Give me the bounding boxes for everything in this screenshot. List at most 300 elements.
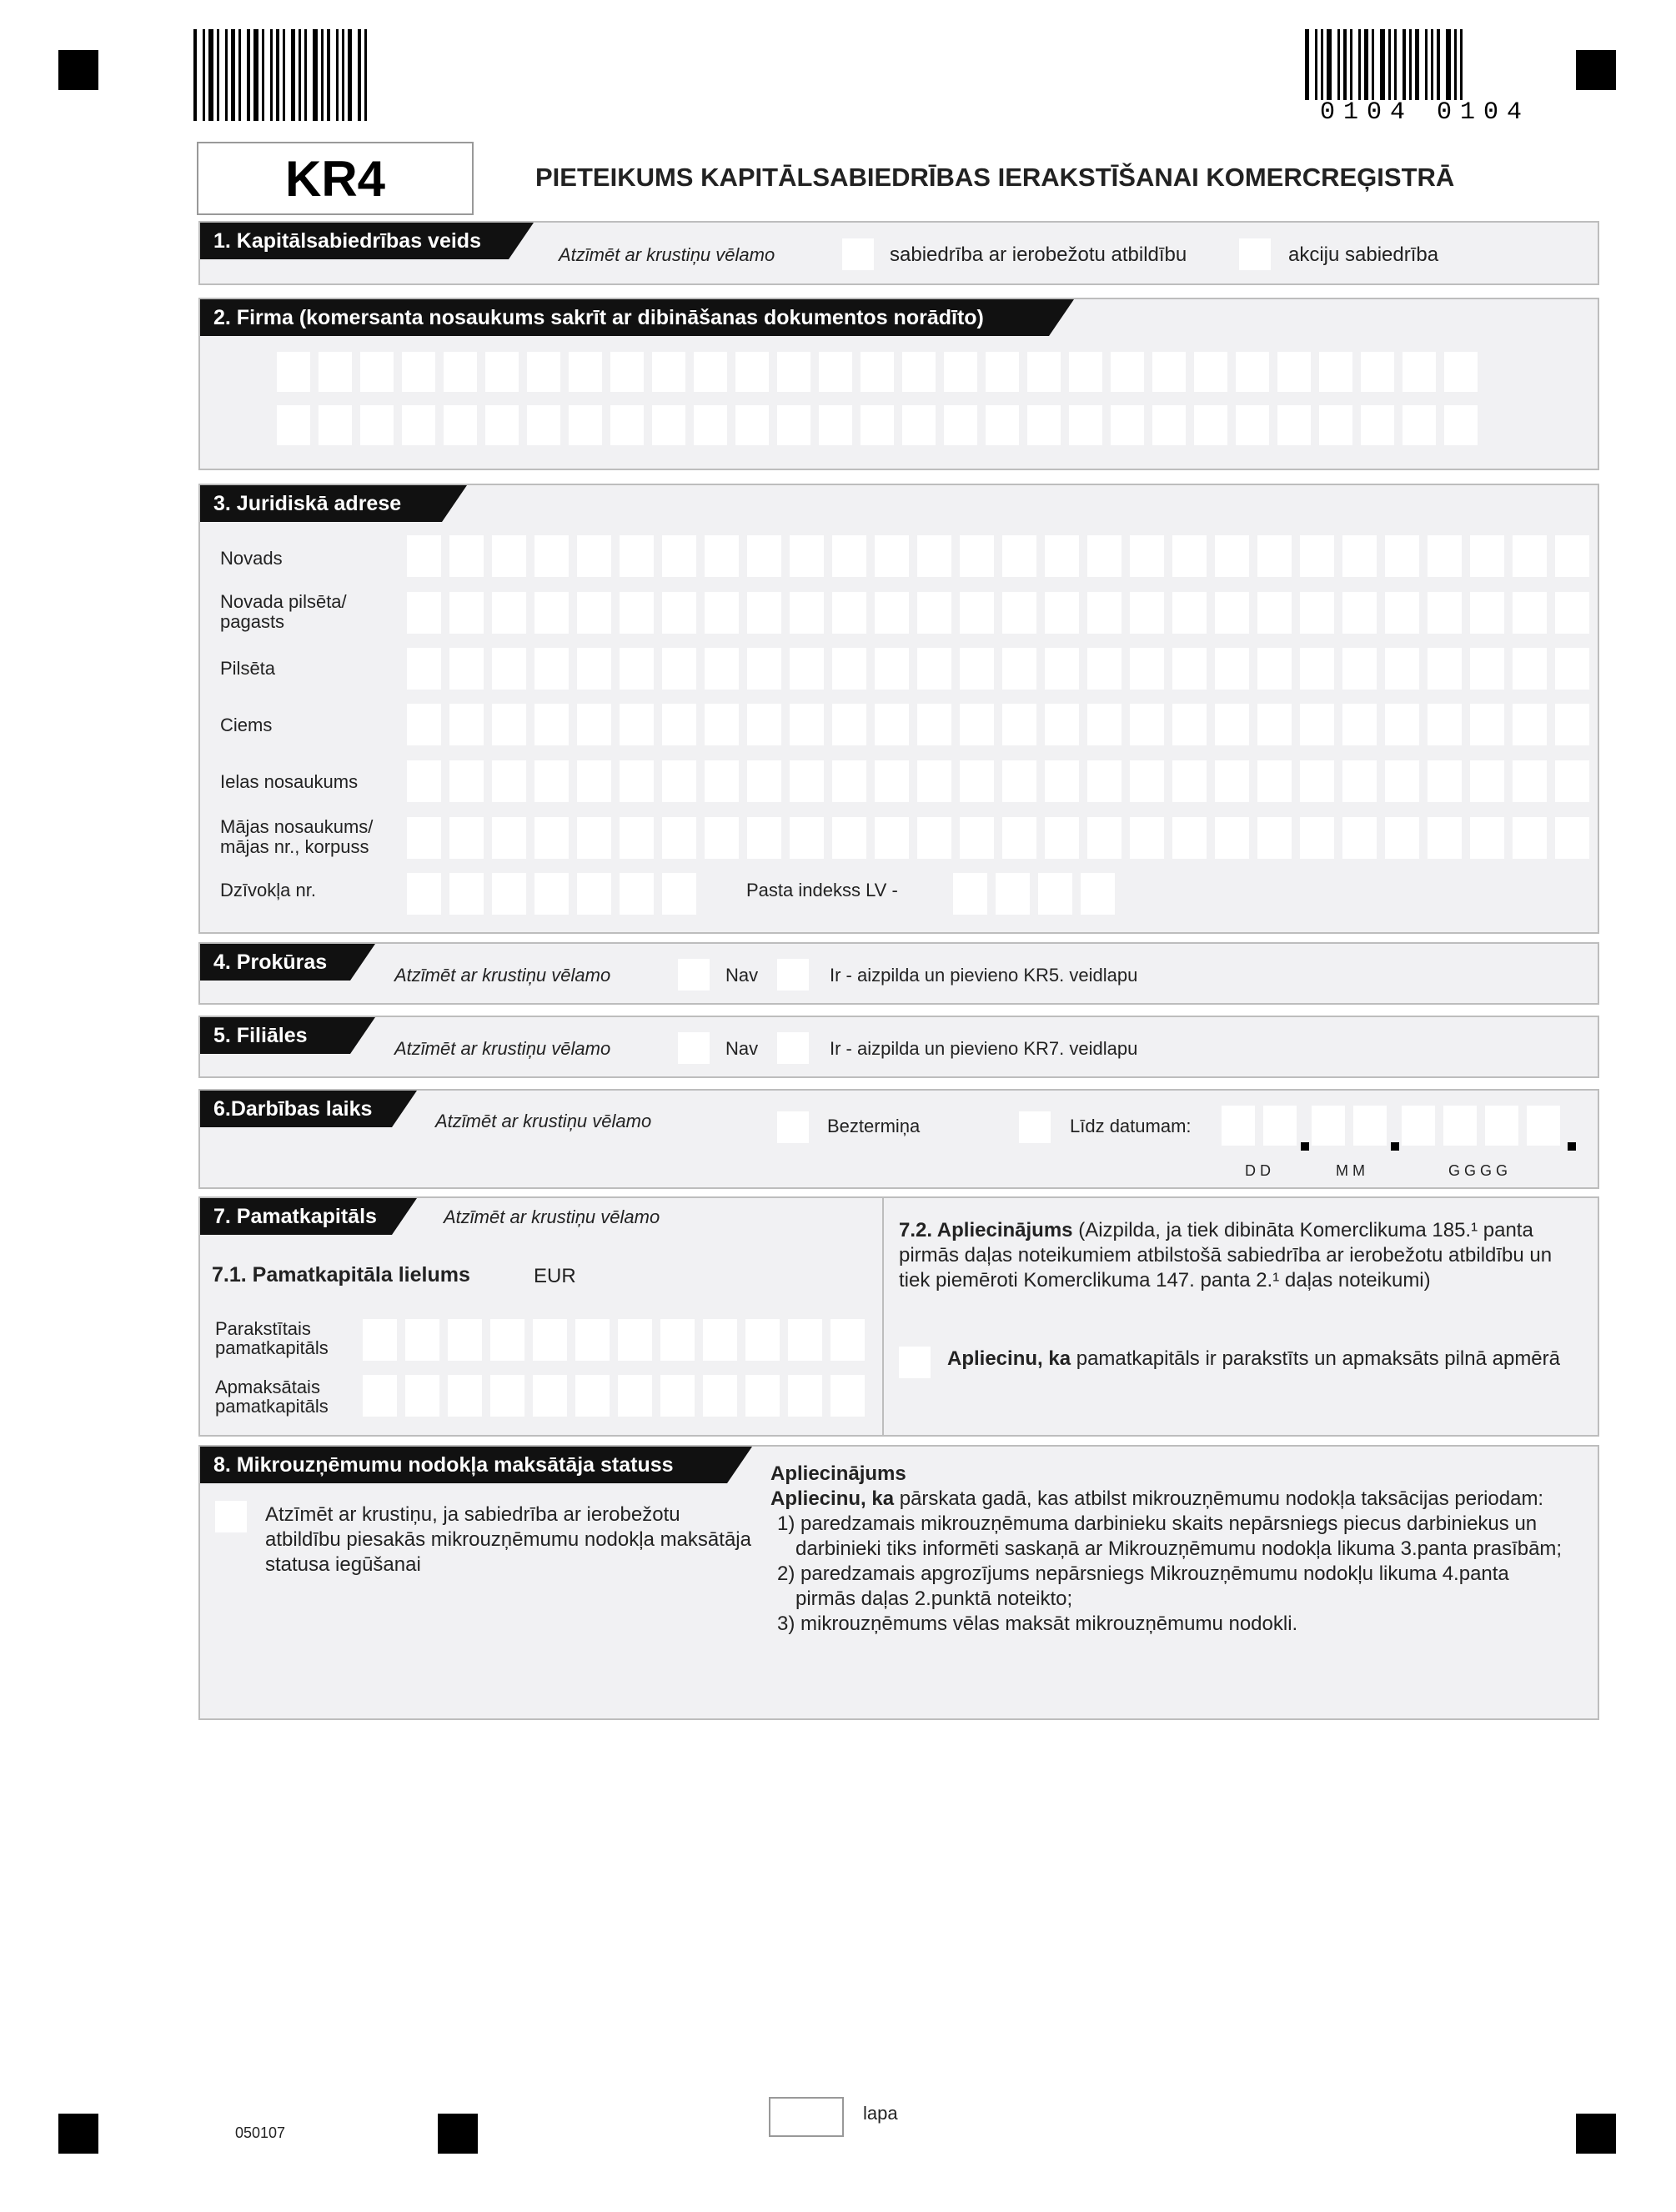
char-cell[interactable] [1038, 873, 1072, 915]
char-cell[interactable] [1319, 405, 1352, 445]
char-cell[interactable] [745, 1375, 780, 1417]
char-cell[interactable] [705, 760, 739, 802]
char-cell[interactable] [1555, 592, 1589, 634]
char-cell[interactable] [534, 648, 569, 690]
char-cell[interactable] [745, 1319, 780, 1361]
char-cell[interactable] [1513, 760, 1547, 802]
char-cell[interactable] [1300, 817, 1334, 859]
char-cell[interactable] [1342, 535, 1377, 577]
char-cell[interactable] [1342, 817, 1377, 859]
char-cell[interactable] [569, 405, 602, 445]
char-cell[interactable] [620, 535, 654, 577]
char-cell[interactable] [1385, 535, 1419, 577]
char-cell[interactable] [449, 592, 484, 634]
char-cell[interactable] [1130, 648, 1164, 690]
char-cell[interactable] [1470, 592, 1504, 634]
char-cell[interactable] [996, 873, 1030, 915]
char-cell[interactable] [407, 817, 441, 859]
char-cell[interactable] [875, 760, 909, 802]
char-cell[interactable] [1485, 1106, 1518, 1146]
char-cell[interactable] [1263, 1106, 1297, 1146]
char-cell[interactable] [944, 405, 977, 445]
date-separator-3 [1568, 1142, 1576, 1151]
char-cell[interactable] [1215, 817, 1249, 859]
char-cell[interactable] [1300, 704, 1334, 745]
date-year-input[interactable] [1402, 1106, 1560, 1146]
char-cell[interactable] [407, 535, 441, 577]
char-cell[interactable] [790, 648, 824, 690]
char-cell[interactable] [1172, 760, 1207, 802]
char-cell[interactable] [449, 817, 484, 859]
char-cell[interactable] [527, 352, 560, 392]
char-cell[interactable] [534, 704, 569, 745]
char-cell[interactable] [492, 760, 526, 802]
char-cell[interactable] [449, 873, 484, 915]
char-cell[interactable] [405, 1375, 439, 1417]
char-cell[interactable] [832, 648, 866, 690]
char-cell[interactable] [1236, 405, 1269, 445]
char-cell[interactable] [917, 592, 951, 634]
char-cell[interactable] [1300, 592, 1334, 634]
char-cell[interactable] [832, 760, 866, 802]
date-day-input[interactable] [1222, 1106, 1297, 1146]
char-cell[interactable] [534, 760, 569, 802]
char-cell[interactable] [1194, 405, 1227, 445]
char-cell[interactable] [1215, 648, 1249, 690]
char-cell[interactable] [1300, 648, 1334, 690]
char-cell[interactable] [1152, 352, 1186, 392]
char-cell[interactable] [819, 405, 852, 445]
char-cell[interactable] [830, 1375, 865, 1417]
barcode-bar [1350, 29, 1352, 100]
char-cell[interactable] [407, 873, 441, 915]
char-cell[interactable] [577, 648, 611, 690]
checkbox-mikrouznemums[interactable] [215, 1501, 247, 1532]
char-cell[interactable] [788, 1319, 822, 1361]
char-cell[interactable] [747, 704, 781, 745]
char-cell[interactable] [1172, 817, 1207, 859]
char-cell[interactable] [1215, 760, 1249, 802]
char-cell[interactable] [618, 1375, 652, 1417]
checkbox-as[interactable] [1239, 238, 1271, 270]
char-cell[interactable] [705, 535, 739, 577]
char-cell[interactable] [620, 760, 654, 802]
char-cell[interactable] [534, 535, 569, 577]
char-cell[interactable] [662, 648, 696, 690]
char-cell[interactable] [575, 1375, 610, 1417]
char-cell[interactable] [533, 1375, 567, 1417]
char-cell[interactable] [747, 760, 781, 802]
char-cell[interactable] [1130, 760, 1164, 802]
pamatkapitals-confirm-text: pamatkapitāls ir parakstīts un apmaksāts pilnā apmērā [1076, 1347, 1560, 1370]
char-cell[interactable] [662, 592, 696, 634]
char-cell[interactable] [832, 817, 866, 859]
checkbox-lidz-datumam[interactable] [1019, 1111, 1051, 1143]
char-cell[interactable] [1555, 648, 1589, 690]
char-cell[interactable] [1215, 535, 1249, 577]
char-cell[interactable] [1045, 648, 1079, 690]
char-cell[interactable] [577, 873, 611, 915]
char-cell[interactable] [620, 648, 654, 690]
char-cell[interactable] [492, 648, 526, 690]
char-cell[interactable] [1081, 873, 1115, 915]
char-cell[interactable] [917, 760, 951, 802]
char-cell[interactable] [1257, 535, 1292, 577]
char-cell[interactable] [1172, 535, 1207, 577]
char-cell[interactable] [953, 873, 987, 915]
char-cell[interactable] [1027, 352, 1061, 392]
char-cell[interactable] [1257, 704, 1292, 745]
char-cell[interactable] [790, 817, 824, 859]
char-cell[interactable] [902, 405, 936, 445]
char-cell[interactable] [705, 817, 739, 859]
char-cell[interactable] [1172, 592, 1207, 634]
char-cell[interactable] [485, 352, 519, 392]
char-cell[interactable] [960, 535, 994, 577]
char-cell[interactable] [449, 704, 484, 745]
novads-input[interactable] [407, 535, 1589, 577]
char-cell[interactable] [448, 1319, 482, 1361]
char-cell[interactable] [449, 535, 484, 577]
ciems-input[interactable] [407, 704, 1589, 745]
char-cell[interactable] [1428, 648, 1462, 690]
firma-row-2[interactable] [277, 405, 1478, 445]
char-cell[interactable] [960, 592, 994, 634]
char-cell[interactable] [1555, 535, 1589, 577]
char-cell[interactable] [1130, 817, 1164, 859]
char-cell[interactable] [1513, 592, 1547, 634]
char-cell[interactable] [1513, 817, 1547, 859]
char-cell[interactable] [277, 405, 310, 445]
char-cell[interactable] [1342, 648, 1377, 690]
char-cell[interactable] [1385, 760, 1419, 802]
char-cell[interactable] [832, 592, 866, 634]
char-cell[interactable] [652, 405, 685, 445]
char-cell[interactable] [917, 648, 951, 690]
char-cell[interactable] [747, 592, 781, 634]
char-cell[interactable] [407, 592, 441, 634]
char-cell[interactable] [1257, 592, 1292, 634]
char-cell[interactable] [407, 760, 441, 802]
char-cell[interactable] [1527, 1106, 1560, 1146]
char-cell[interactable] [986, 405, 1019, 445]
char-cell[interactable] [917, 535, 951, 577]
char-cell[interactable] [790, 592, 824, 634]
char-cell[interactable] [1319, 352, 1352, 392]
char-cell[interactable] [1444, 405, 1478, 445]
char-cell[interactable] [444, 405, 477, 445]
char-cell[interactable] [1444, 352, 1478, 392]
char-cell[interactable] [1277, 405, 1311, 445]
char-cell[interactable] [492, 873, 526, 915]
char-cell[interactable] [747, 817, 781, 859]
firma-row-1[interactable] [277, 352, 1478, 392]
char-cell[interactable] [1513, 704, 1547, 745]
char-cell[interactable] [1361, 405, 1394, 445]
char-cell[interactable] [662, 817, 696, 859]
char-cell[interactable] [1087, 704, 1122, 745]
checkbox-pamatkapitals-apmaksats[interactable] [899, 1347, 931, 1378]
char-cell[interactable] [490, 1319, 524, 1361]
char-cell[interactable] [610, 405, 644, 445]
char-cell[interactable] [1130, 592, 1164, 634]
checkbox-beztermina[interactable] [777, 1111, 809, 1143]
char-cell[interactable] [492, 817, 526, 859]
char-cell[interactable] [277, 352, 310, 392]
char-cell[interactable] [534, 592, 569, 634]
char-cell[interactable] [703, 1319, 737, 1361]
dzivoklis-input[interactable] [407, 873, 696, 915]
ielas-input[interactable] [407, 760, 1589, 802]
char-cell[interactable] [1172, 648, 1207, 690]
char-cell[interactable] [1002, 592, 1036, 634]
char-cell[interactable] [902, 352, 936, 392]
char-cell[interactable] [360, 405, 394, 445]
char-cell[interactable] [1130, 535, 1164, 577]
char-cell[interactable] [1045, 760, 1079, 802]
parakstitais-input[interactable] [363, 1319, 865, 1361]
char-cell[interactable] [485, 405, 519, 445]
char-cell[interactable] [705, 704, 739, 745]
char-cell[interactable] [790, 760, 824, 802]
char-cell[interactable] [660, 1319, 695, 1361]
char-cell[interactable] [1470, 760, 1504, 802]
char-cell[interactable] [577, 704, 611, 745]
char-cell[interactable] [830, 1319, 865, 1361]
char-cell[interactable] [1300, 760, 1334, 802]
char-cell[interactable] [319, 405, 352, 445]
char-cell[interactable] [1045, 535, 1079, 577]
char-cell[interactable] [960, 648, 994, 690]
char-cell[interactable] [407, 704, 441, 745]
checkbox-prokuras-nav[interactable] [678, 959, 710, 991]
char-cell[interactable] [662, 535, 696, 577]
char-cell[interactable] [832, 704, 866, 745]
char-cell[interactable] [407, 648, 441, 690]
char-cell[interactable] [1087, 817, 1122, 859]
char-cell[interactable] [875, 592, 909, 634]
char-cell[interactable] [363, 1375, 397, 1417]
char-cell[interactable] [944, 352, 977, 392]
char-cell[interactable] [1277, 352, 1311, 392]
char-cell[interactable] [534, 873, 569, 915]
page-number-input[interactable] [769, 2097, 844, 2137]
char-cell[interactable] [492, 592, 526, 634]
char-cell[interactable] [1428, 817, 1462, 859]
checkbox-filiales-ir[interactable] [777, 1032, 809, 1064]
char-cell[interactable] [1045, 817, 1079, 859]
char-cell[interactable] [444, 352, 477, 392]
checkbox-sia[interactable] [842, 238, 874, 270]
char-cell[interactable] [1002, 817, 1036, 859]
char-cell[interactable] [449, 760, 484, 802]
char-cell[interactable] [694, 352, 727, 392]
char-cell[interactable] [788, 1375, 822, 1417]
char-cell[interactable] [662, 873, 696, 915]
char-cell[interactable] [960, 817, 994, 859]
char-cell[interactable] [1403, 405, 1436, 445]
novada-pilseta-input[interactable] [407, 592, 1589, 634]
char-cell[interactable] [1002, 535, 1036, 577]
char-cell[interactable] [660, 1375, 695, 1417]
char-cell[interactable] [449, 648, 484, 690]
char-cell[interactable] [875, 704, 909, 745]
char-cell[interactable] [534, 817, 569, 859]
majas-input[interactable] [407, 817, 1589, 859]
pasta-input[interactable] [953, 873, 1115, 915]
char-cell[interactable] [577, 760, 611, 802]
char-cell[interactable] [1555, 704, 1589, 745]
char-cell[interactable] [875, 535, 909, 577]
char-cell[interactable] [1361, 352, 1394, 392]
char-cell[interactable] [1130, 704, 1164, 745]
char-cell[interactable] [819, 352, 852, 392]
char-cell[interactable] [777, 405, 810, 445]
checkbox-filiales-nav[interactable] [678, 1032, 710, 1064]
char-cell[interactable] [1555, 760, 1589, 802]
char-cell[interactable] [1222, 1106, 1255, 1146]
char-cell[interactable] [492, 704, 526, 745]
char-cell[interactable] [1385, 817, 1419, 859]
char-cell[interactable] [569, 352, 602, 392]
char-cell[interactable] [1428, 535, 1462, 577]
char-cell[interactable] [1045, 592, 1079, 634]
char-cell[interactable] [960, 704, 994, 745]
char-cell[interactable] [1403, 352, 1436, 392]
char-cell[interactable] [1215, 592, 1249, 634]
char-cell[interactable] [917, 817, 951, 859]
char-cell[interactable] [1069, 405, 1102, 445]
char-cell[interactable] [360, 352, 394, 392]
char-cell[interactable] [832, 535, 866, 577]
char-cell[interactable] [875, 648, 909, 690]
char-cell[interactable] [1470, 704, 1504, 745]
char-cell[interactable] [1111, 352, 1144, 392]
char-cell[interactable] [1257, 817, 1292, 859]
char-cell[interactable] [747, 535, 781, 577]
char-cell[interactable] [577, 535, 611, 577]
char-cell[interactable] [1087, 760, 1122, 802]
char-cell[interactable] [618, 1319, 652, 1361]
char-cell[interactable] [1045, 704, 1079, 745]
char-cell[interactable] [1257, 760, 1292, 802]
char-cell[interactable] [662, 704, 696, 745]
char-cell[interactable] [1342, 760, 1377, 802]
char-cell[interactable] [875, 817, 909, 859]
char-cell[interactable] [1257, 648, 1292, 690]
char-cell[interactable] [1027, 405, 1061, 445]
char-cell[interactable] [620, 817, 654, 859]
char-cell[interactable] [1385, 648, 1419, 690]
checkbox-prokuras-ir[interactable] [777, 959, 809, 991]
char-cell[interactable] [1555, 817, 1589, 859]
char-cell[interactable] [1470, 535, 1504, 577]
char-cell[interactable] [1087, 592, 1122, 634]
char-cell[interactable] [1513, 648, 1547, 690]
char-cell[interactable] [703, 1375, 737, 1417]
char-cell[interactable] [861, 352, 894, 392]
char-cell[interactable] [1428, 592, 1462, 634]
char-cell[interactable] [705, 592, 739, 634]
char-cell[interactable] [1428, 704, 1462, 745]
char-cell[interactable] [1513, 535, 1547, 577]
char-cell[interactable] [533, 1319, 567, 1361]
char-cell[interactable] [1342, 704, 1377, 745]
char-cell[interactable] [790, 704, 824, 745]
char-cell[interactable] [777, 352, 810, 392]
date-month-input[interactable] [1312, 1106, 1387, 1146]
char-cell[interactable] [1194, 352, 1227, 392]
char-cell[interactable] [1087, 648, 1122, 690]
char-cell[interactable] [1002, 704, 1036, 745]
char-cell[interactable] [1385, 704, 1419, 745]
char-cell[interactable] [1002, 760, 1036, 802]
char-cell[interactable] [1236, 352, 1269, 392]
char-cell[interactable] [402, 352, 435, 392]
char-cell[interactable] [735, 352, 769, 392]
char-cell[interactable] [610, 352, 644, 392]
char-cell[interactable] [694, 405, 727, 445]
char-cell[interactable] [1443, 1106, 1477, 1146]
char-cell[interactable] [575, 1319, 610, 1361]
char-cell[interactable] [448, 1375, 482, 1417]
char-cell[interactable] [1470, 817, 1504, 859]
char-cell[interactable] [620, 873, 654, 915]
char-cell[interactable] [363, 1319, 397, 1361]
char-cell[interactable] [1172, 704, 1207, 745]
char-cell[interactable] [1342, 592, 1377, 634]
char-cell[interactable] [652, 352, 685, 392]
char-cell[interactable] [735, 405, 769, 445]
char-cell[interactable] [662, 760, 696, 802]
char-cell[interactable] [492, 535, 526, 577]
char-cell[interactable] [747, 648, 781, 690]
char-cell[interactable] [527, 405, 560, 445]
section-6-header: 6.Darbības laiks [200, 1091, 392, 1127]
section-2 [198, 298, 1599, 470]
char-cell[interactable] [1215, 704, 1249, 745]
char-cell[interactable] [402, 405, 435, 445]
char-cell[interactable] [1353, 1106, 1387, 1146]
char-cell[interactable] [1152, 405, 1186, 445]
char-cell[interactable] [1069, 352, 1102, 392]
char-cell[interactable] [620, 592, 654, 634]
char-cell[interactable] [917, 704, 951, 745]
char-cell[interactable] [620, 704, 654, 745]
char-cell[interactable] [1312, 1106, 1345, 1146]
char-cell[interactable] [490, 1375, 524, 1417]
char-cell[interactable] [319, 352, 352, 392]
char-cell[interactable] [1402, 1106, 1435, 1146]
char-cell[interactable] [1385, 592, 1419, 634]
char-cell[interactable] [577, 817, 611, 859]
char-cell[interactable] [705, 648, 739, 690]
apmaksatais-input[interactable] [363, 1375, 865, 1417]
char-cell[interactable] [960, 760, 994, 802]
pilseta-input[interactable] [407, 648, 1589, 690]
char-cell[interactable] [790, 535, 824, 577]
char-cell[interactable] [1428, 760, 1462, 802]
char-cell[interactable] [1087, 535, 1122, 577]
char-cell[interactable] [405, 1319, 439, 1361]
char-cell[interactable] [577, 592, 611, 634]
char-cell[interactable] [1470, 648, 1504, 690]
char-cell[interactable] [861, 405, 894, 445]
char-cell[interactable] [1002, 648, 1036, 690]
char-cell[interactable] [986, 352, 1019, 392]
char-cell[interactable] [1111, 405, 1144, 445]
char-cell[interactable] [1300, 535, 1334, 577]
